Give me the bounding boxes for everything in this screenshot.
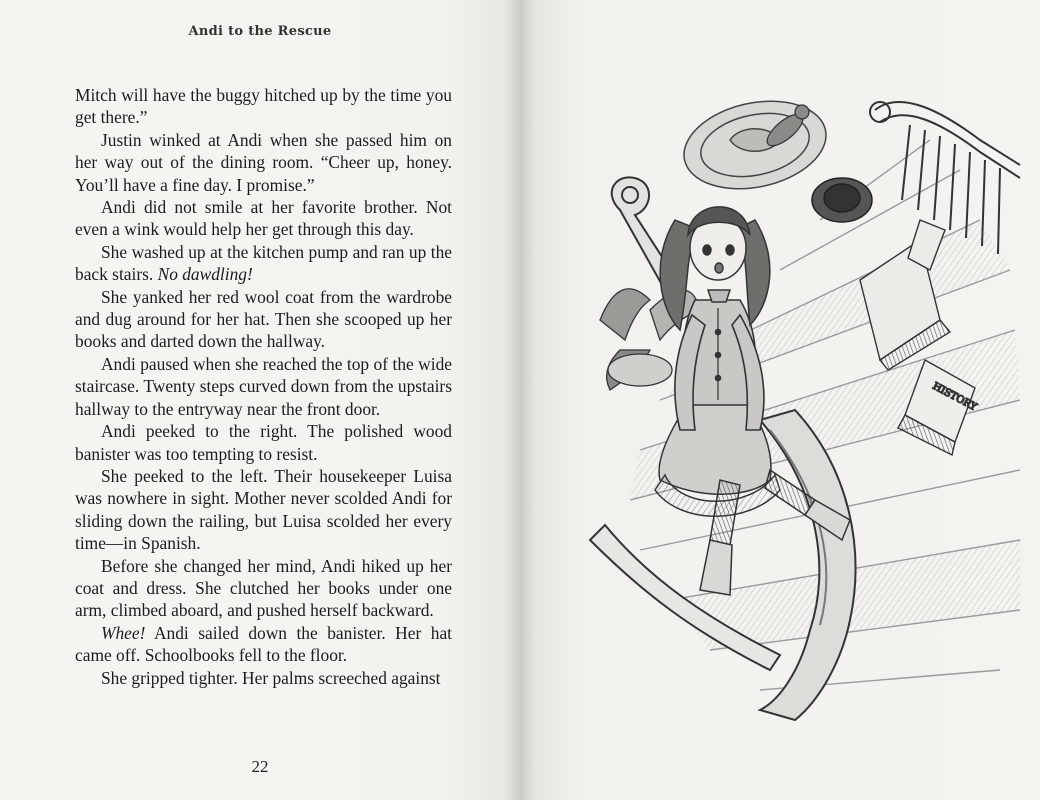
paragraph: She yanked her red wool coat from the wardrobe and dug around for her hat. Then she scooped up her books and darted down the hallway. [75,286,452,352]
paragraph [75,622,452,667]
paragraph: Andi peeked to the right. The polished wood banister was too tempting to resist. [75,421,452,464]
illustration-girl-sliding-banister [580,70,1025,730]
paragraph: She peeked to the left. Their housekeeper Luisa was nowhere in sight. Mother never scolded Andi for sliding down the railing, but Luisa scolded her every time—in Spanish. [75,465,452,554]
fallen-hat [812,178,872,222]
page-number: 22 [251,757,269,776]
body-text [75,84,452,689]
paragraph: She gripped tighter. Her palms screeched against [101,667,441,688]
paragraph-text: She washed up at the kitchen pump and ran up the back stairs. [75,241,452,285]
paragraph-text: Andi sailed down the banister. Her hat came off. Schoolbooks fell to the floor. [75,622,452,666]
italic-exclamation: No dawdling! [157,264,253,285]
paragraph: Before she changed her mind, Andi hiked up her coat and dress. She clutched her books under one arm, climbed aboard, and pushed herself backward. [75,555,452,621]
right-page [520,0,1040,800]
history-book-label: HISTORY [930,380,979,414]
paragraph [75,241,452,286]
paragraph: Andi paused when she reached the top of the wide staircase. Twenty steps curved down from the upstairs hallway to the entryway near the front door. [75,353,452,419]
paragraph: Andi did not smile at her favorite brother. Not even a wink would help her get through this day. [75,197,452,240]
round-rug [676,89,834,201]
running-head: Andi to the Rescue [188,24,332,39]
paragraph: Justin winked at Andi when she passed him on her way out of the dining room. “Cheer up, honey. You’ll have a fine day. I promise.” [75,129,452,195]
italic-exclamation: Whee! [101,622,146,643]
paragraph: Mitch will have the buggy hitched up by the time you get there.” [75,85,452,128]
